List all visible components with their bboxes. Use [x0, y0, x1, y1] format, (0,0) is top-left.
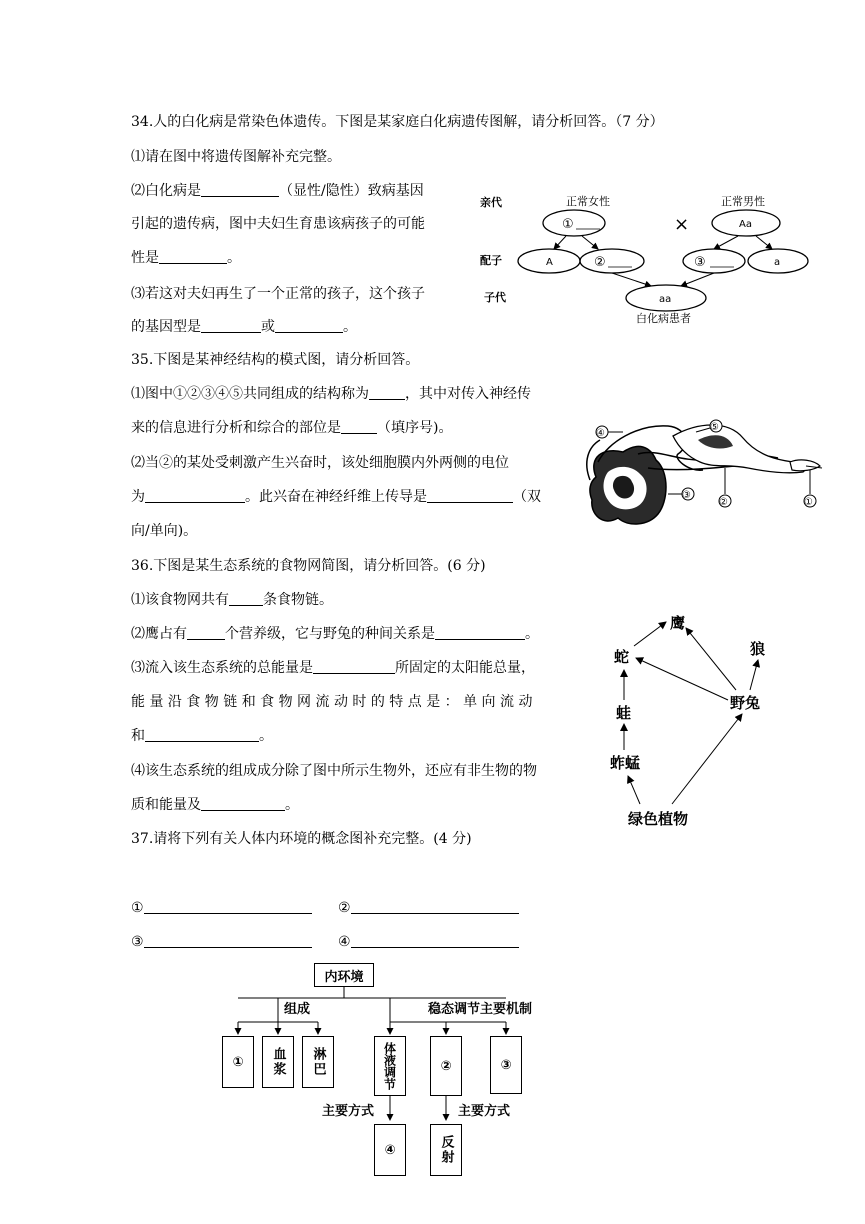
answer-blank[interactable]	[341, 419, 377, 434]
answer-blank[interactable]	[351, 933, 519, 948]
q34-part3-line1: ⑶若这对夫妇再生了一个正常的孩子，这个孩子	[131, 286, 425, 302]
concept-root: 内环境	[314, 963, 374, 987]
reflex-label-1: ①	[804, 497, 813, 508]
q34-part2-line1: ⑵白化病是 （显性/隐性）致病基因	[131, 183, 424, 199]
answer-blank[interactable]	[144, 899, 312, 914]
mother-label: 正常女性	[566, 195, 610, 208]
reflex-label-3: ③	[682, 490, 691, 501]
node-snake: 蛇	[614, 648, 630, 666]
node-rabbit: 野兔	[730, 694, 761, 712]
q37-blank-2: ②	[338, 898, 519, 918]
q36-part4-line2: 质和能量及 。	[131, 797, 299, 813]
q37-title: 37.请将下列有关人体内环境的概念图补充完整。(4 分)	[131, 831, 472, 847]
q37-blank-1: ①	[131, 898, 312, 918]
q35-part2-line1: ⑵当②的某处受刺激产生兴奋时，该处细胞膜内外两侧的电位	[131, 455, 509, 471]
reflex-label-4: ④	[596, 428, 605, 439]
label-mechanism: 稳态调节主要机制	[428, 1002, 533, 1017]
answer-blank[interactable]	[435, 625, 525, 640]
reflex-label-2: ②	[719, 497, 728, 508]
gamete-2: ②	[594, 255, 606, 270]
answer-blank[interactable]	[351, 899, 519, 914]
q35-part2-line2: 为 。此兴奋在神经纤维上传导是 （双	[131, 489, 541, 505]
q36-part3-line1: ⑶流入该生态系统的总能量是 所固定的太阳能总量，	[131, 660, 535, 676]
q34-part3-line2: 的基因型是 或 。	[131, 319, 357, 335]
cross-symbol: ×	[674, 214, 690, 235]
box-reflex: 反射	[430, 1124, 462, 1176]
node-eagle: 鹰	[670, 614, 686, 632]
node-plant: 绿色植物	[628, 810, 689, 828]
gamete-3: ③	[694, 255, 706, 270]
q36-part3-line2: 能 量 沿 食 物 链 和 食 物 网 流 动 时 的 特 点 是 ： 单 向 流 动	[131, 694, 533, 710]
box-answer-2: ②	[430, 1036, 462, 1096]
reflex-arc-diagram	[578, 402, 828, 537]
q34-part2-line2: 引起的遗传病，图中夫妇生育患该病孩子的可能	[131, 216, 425, 232]
answer-blank[interactable]	[229, 591, 263, 606]
node-frog: 蛙	[616, 704, 632, 722]
gamete-ellipse-2	[580, 249, 644, 273]
node-grasshopper: 蚱蜢	[610, 754, 641, 772]
q37-blank-3: ③	[131, 932, 312, 952]
label-main-way-left: 主要方式	[322, 1104, 375, 1119]
answer-blank[interactable]	[159, 249, 227, 264]
box-lymph: 淋巴	[302, 1036, 334, 1088]
q37-blank-4: ④	[338, 932, 519, 952]
answer-blank[interactable]	[187, 625, 225, 640]
answer-blank[interactable]	[144, 933, 312, 948]
q34-part2-line3: 性是 。	[131, 250, 241, 266]
q36-part4-line1: ⑷该生态系统的组成成分除了图中所示生物外，还应有非生物的物	[131, 763, 537, 779]
father-label: 正常男性	[721, 195, 765, 208]
label-main-way-right: 主要方式	[458, 1104, 511, 1119]
answer-blank[interactable]	[313, 659, 395, 674]
child-label: 白化病患者	[636, 312, 691, 325]
gamete-ellipse-3	[683, 249, 745, 273]
mother-genotype: ①	[562, 217, 574, 232]
q36-part3-line3: 和 。	[131, 728, 273, 744]
answer-blank[interactable]	[201, 182, 279, 197]
box-humoral-regulation: 体液调节	[374, 1036, 406, 1096]
mother-ellipse	[543, 210, 605, 236]
gamete-1: A	[546, 257, 553, 268]
q34-title: 34.人的白化病是常染色体遗传。下图是某家庭白化病遗传图解，请分析回答。（7 分）	[131, 114, 664, 130]
row-label-gamete: 配子	[480, 254, 502, 267]
node-wolf: 狼	[750, 640, 766, 658]
q36-title: 36.下图是某生态系统的食物网简图，请分析回答。(6 分)	[131, 558, 486, 574]
q36-part2: ⑵鹰占有 个营养级，它与野兔的种间关系是 。	[131, 626, 539, 642]
q35-part2-line3: 向/单向)。	[131, 523, 198, 539]
answer-blank[interactable]	[275, 318, 343, 333]
answer-blank[interactable]	[145, 488, 245, 503]
label-composition: 组成	[284, 1002, 311, 1017]
gamete-4: a	[774, 257, 781, 268]
q34-part1: ⑴请在图中将遗传图解补充完整。	[131, 149, 341, 165]
row-label-child: 子代	[484, 291, 506, 304]
answer-blank[interactable]	[201, 318, 261, 333]
q36-part1: ⑴该食物网共有 条食物链。	[131, 592, 333, 608]
answer-blank[interactable]	[201, 796, 285, 811]
answer-blank[interactable]	[145, 727, 259, 742]
child-genotype: aa	[659, 294, 672, 305]
box-answer-1: ①	[222, 1036, 254, 1088]
father-genotype: Aa	[739, 219, 752, 230]
q35-title: 35.下图是某神经结构的模式图，请分析回答。	[131, 352, 420, 368]
inheritance-diagram	[476, 186, 816, 326]
row-label-parent: 亲代	[480, 196, 502, 209]
answer-blank[interactable]	[427, 488, 513, 503]
box-plasma: 血浆	[262, 1036, 294, 1088]
q35-part1-line1: ⑴图中①②③④⑤共同组成的结构称为 ，其中对传入神经传	[131, 386, 531, 402]
box-answer-3: ③	[490, 1036, 522, 1094]
box-answer-4: ④	[374, 1124, 406, 1176]
reflex-label-5: ⑤	[710, 422, 719, 433]
answer-blank[interactable]	[369, 385, 405, 400]
food-web-diagram	[600, 606, 800, 834]
q35-part1-line2: 来的信息进行分析和综合的部位是 （填序号)。	[131, 420, 453, 436]
